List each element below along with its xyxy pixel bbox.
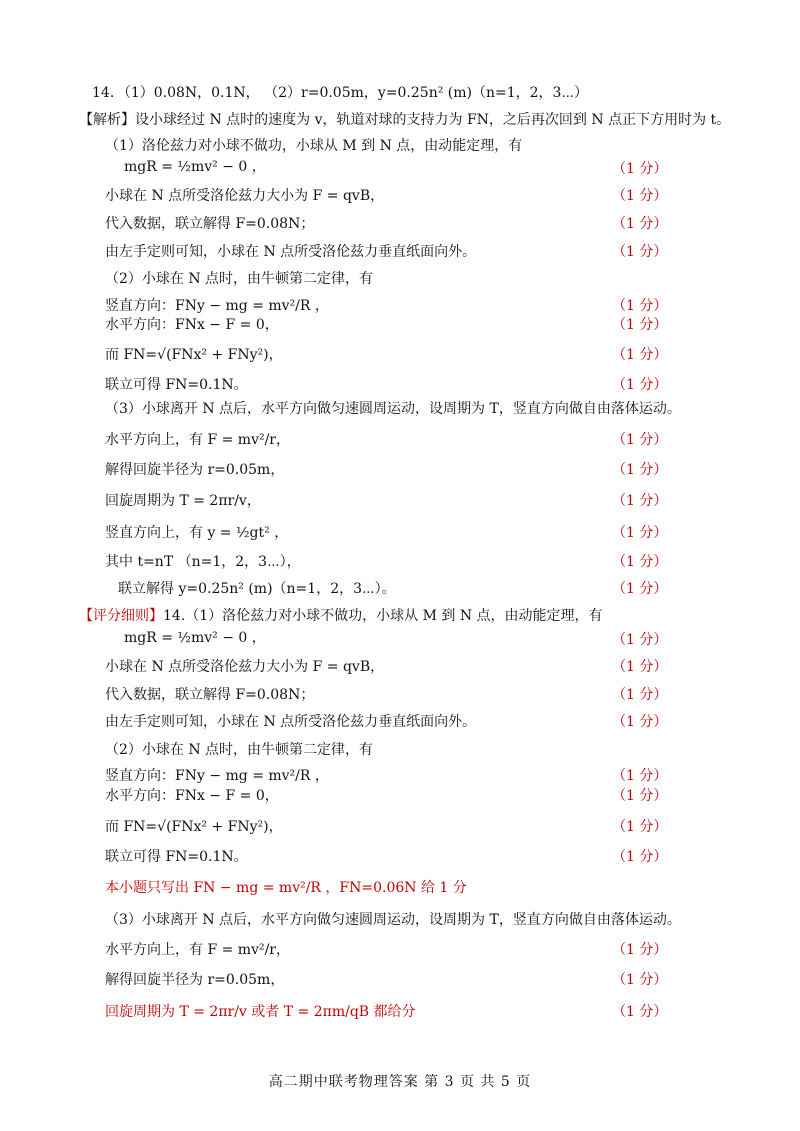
analysis-line-7: 竖直方向：FNy − mg = mv²/R ， xyxy=(105,298,329,314)
rubric-score-9: （1 分） xyxy=(612,942,668,958)
rubric-line-10: 联立可得 FN=0.1N。 xyxy=(105,849,248,865)
rubric-score-1: （1 分） xyxy=(612,632,668,648)
rubric-score-11: （1 分） xyxy=(612,1004,668,1020)
rubric-line-7: 竖直方向：FNy − mg = mv²/R ， xyxy=(105,768,329,784)
analysis-intro: 设小球经过 N 点时的速度为 v，轨道对球的支持力为 FN，之后再次回到 N 点正下方用时为 t。 xyxy=(135,112,731,128)
rubric-score-8: （1 分） xyxy=(612,849,668,865)
analysis-line-11: （3）小球离开 N 点后，水平方向做匀速圆周运动，设周期为 T，竖直方向做自由落体运动。 xyxy=(105,401,681,417)
analysis-line-4: 代入数据，联立解得 F=0.08N； xyxy=(105,216,315,232)
rubric-line-3: 小球在 N 点所受洛伦兹力大小为 F = qvB， xyxy=(105,659,385,675)
rubric-score-5: （1 分） xyxy=(612,768,668,784)
rubric-line-8: 水平方向：FNx − F = 0， xyxy=(105,788,279,804)
analysis-line-10: 联立可得 FN=0.1N。 xyxy=(105,377,248,393)
score-14: （1 分） xyxy=(612,581,668,597)
rubric-line-2: mgR = ½mv² − 0 ， xyxy=(124,630,266,646)
rubric-score-7: （1 分） xyxy=(612,819,668,835)
analysis-line-9: 而 FN=√(FNx² + FNy²)， xyxy=(105,347,283,363)
score-13: （1 分） xyxy=(612,554,668,570)
rubric-line-13: 解得回旋半径为 r=0.05m， xyxy=(105,972,285,988)
score-5: （1 分） xyxy=(612,298,668,314)
analysis-line-1: （1）洛伦兹力对小球不做功，小球从 M 到 N 点，由动能定理，有 xyxy=(105,138,523,154)
score-10: （1 分） xyxy=(612,462,668,478)
score-2: （1 分） xyxy=(612,188,668,204)
score-7: （1 分） xyxy=(612,347,668,363)
score-12: （1 分） xyxy=(612,525,668,541)
rubric-score-10: （1 分） xyxy=(612,972,668,988)
rubric-line-12: 水平方向上，有 F = mv²/r， xyxy=(105,942,291,958)
analysis-label: 【解析】 xyxy=(79,112,135,128)
score-11: （1 分） xyxy=(612,493,668,509)
rubric-line-9: 而 FN=√(FNx² + FNy²)， xyxy=(105,819,283,835)
analysis-line-2: mgR = ½mv² − 0 ， xyxy=(124,159,266,175)
analysis-line-12: 水平方向上，有 F = mv²/r， xyxy=(105,432,291,448)
score-3: （1 分） xyxy=(612,216,668,232)
rubric-line-5: 由左手定则可知，小球在 N 点所受洛伦兹力垂直纸面向外。 xyxy=(105,714,477,730)
analysis-line-13: 解得回旋半径为 r=0.05m， xyxy=(105,462,285,478)
rubric-score-3: （1 分） xyxy=(612,687,668,703)
analysis-line-8: 水平方向：FNx − F = 0， xyxy=(105,317,279,333)
score-8: （1 分） xyxy=(612,377,668,393)
analysis-line-15: 竖直方向上，有 y = ½gt² ， xyxy=(105,525,289,541)
analysis-intro-line xyxy=(79,111,730,129)
answer-summary: 14．（1）0.08N，0.1N， （2）r=0.05m，y=0.25n² (m)（n=1，2，3⋯） xyxy=(92,85,589,101)
rubric-note-1: 本小题只写出 FN − mg = mv²/R ，FN=0.06N 给 1 分 xyxy=(105,880,467,896)
analysis-line-3: 小球在 N 点所受洛伦兹力大小为 F = qvB， xyxy=(105,188,385,204)
rubric-score-6: （1 分） xyxy=(612,788,668,804)
analysis-line-16: 其中 t=nT （n=1，2，3⋯）， xyxy=(105,554,301,570)
rubric-line-1: 14.（1）洛伦兹力对小球不做功，小球从 M 到 N 点，由动能定理，有 xyxy=(163,608,603,624)
analysis-line-5: 由左手定则可知，小球在 N 点所受洛伦兹力垂直纸面向外。 xyxy=(105,244,477,260)
analysis-line-17: 联立解得 y=0.25n² (m)（n=1，2，3⋯）。 xyxy=(118,581,396,597)
page-footer: 高二期中联考物理答案 第 3 页 共 5 页 xyxy=(268,1074,532,1090)
rubric-label: 【评分细则】 xyxy=(79,608,163,624)
rubric-line-6: （2）小球在 N 点时，由牛顿第二定律，有 xyxy=(105,742,374,758)
analysis-line-14: 回旋周期为 T = 2πr/v， xyxy=(105,493,261,509)
rubric-score-4: （1 分） xyxy=(612,714,668,730)
rubric-line-11: （3）小球离开 N 点后，水平方向做匀速圆周运动，设周期为 T，竖直方向做自由落体运动。 xyxy=(105,912,681,928)
rubric-note-2: 回旋周期为 T = 2πr/v 或者 T = 2πm/qB 都给分 xyxy=(105,1004,416,1020)
analysis-line-6: （2）小球在 N 点时，由牛顿第二定律，有 xyxy=(105,271,374,287)
score-1: （1 分） xyxy=(612,161,668,177)
score-9: （1 分） xyxy=(612,432,668,448)
rubric-line-4: 代入数据，联立解得 F=0.08N； xyxy=(105,687,315,703)
rubric-line-1-row xyxy=(79,607,603,625)
score-6: （1 分） xyxy=(612,317,668,333)
rubric-score-2: （1 分） xyxy=(612,659,668,675)
score-4: （1 分） xyxy=(612,244,668,260)
